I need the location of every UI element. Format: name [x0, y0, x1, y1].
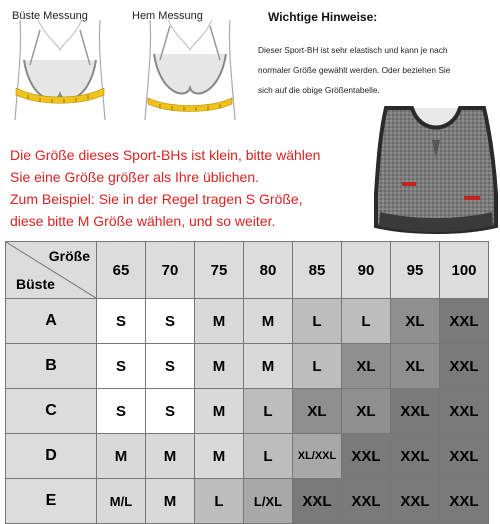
size-cell: L/XL — [244, 479, 293, 524]
size-cell: L — [342, 299, 391, 344]
size-cell: XXL — [391, 389, 440, 434]
advice-line: Sie eine Größe größer als Ihre üblichen. — [10, 169, 260, 185]
column-header: 65 — [97, 242, 146, 299]
size-cell: M — [146, 479, 195, 524]
column-header: 70 — [146, 242, 195, 299]
column-header: 80 — [244, 242, 293, 299]
size-cell: S — [97, 344, 146, 389]
size-cell: L — [244, 434, 293, 479]
bust-measurement-label: Büste Messung — [12, 10, 88, 22]
size-cell: M — [244, 344, 293, 389]
row-header: A — [6, 299, 97, 344]
important-notes — [258, 10, 498, 100]
size-cell: M/L — [97, 479, 146, 524]
size-cell: S — [146, 344, 195, 389]
size-cell: XL — [342, 389, 391, 434]
table-row — [6, 299, 489, 344]
size-cell: XL — [293, 389, 342, 434]
column-header: 90 — [342, 242, 391, 299]
size-cell: XL/XXL — [293, 434, 342, 479]
size-cell: M — [195, 299, 244, 344]
size-cell: L — [293, 344, 342, 389]
size-cell: XXL — [440, 479, 489, 524]
column-header: 100 — [440, 242, 489, 299]
size-cell: XXL — [440, 434, 489, 479]
bust-measurement-illustration — [0, 0, 120, 122]
notes-line: sich auf die obige Größentabelle. — [258, 85, 380, 95]
column-header: 95 — [391, 242, 440, 299]
size-cell: M — [244, 299, 293, 344]
size-chart-table — [5, 241, 489, 524]
size-cell: XXL — [293, 479, 342, 524]
size-cell: M — [146, 434, 195, 479]
row-header: D — [6, 434, 97, 479]
advice-line: Zum Beispiel: Sie in der Regel tragen S Größe, — [10, 191, 303, 207]
size-cell: M — [195, 389, 244, 434]
notes-title: Wichtige Hinweise: — [268, 10, 378, 24]
corner-label-size: Größe — [48, 248, 90, 264]
torso-hem-drawing — [130, 20, 250, 120]
size-cell: XXL — [440, 389, 489, 434]
size-cell: L — [195, 479, 244, 524]
table-corner-header — [6, 242, 97, 299]
row-header: C — [6, 389, 97, 434]
row-header: B — [6, 344, 97, 389]
size-cell: M — [195, 434, 244, 479]
size-cell: L — [293, 299, 342, 344]
column-header: 75 — [195, 242, 244, 299]
size-cell: XL — [391, 344, 440, 389]
size-cell: XXL — [440, 344, 489, 389]
advice-line: Die Größe dieses Sport-BHs ist klein, bitte wählen — [10, 147, 321, 163]
notes-line: normaler Größe gewählt werden. Oder beziehen Sie — [258, 65, 451, 75]
size-cell: S — [146, 299, 195, 344]
size-cell: XXL — [391, 479, 440, 524]
advice-line: diese bitte M Größe wählen, und so weiter. — [10, 213, 276, 229]
size-cell: XL — [391, 299, 440, 344]
table-row — [6, 479, 489, 524]
sizing-advice-text — [10, 144, 320, 232]
size-cell: L — [244, 389, 293, 434]
size-cell: S — [146, 389, 195, 434]
size-cell: XXL — [342, 434, 391, 479]
corner-label-bust: Büste — [16, 276, 55, 292]
size-cell: XXL — [342, 479, 391, 524]
column-header: 85 — [293, 242, 342, 299]
table-row — [6, 389, 489, 434]
hem-measurement-label: Hem Messung — [132, 10, 203, 22]
size-cell: XXL — [391, 434, 440, 479]
size-cell: M — [195, 344, 244, 389]
size-cell: S — [97, 389, 146, 434]
size-cell: XXL — [440, 299, 489, 344]
row-header: E — [6, 479, 97, 524]
size-cell: M — [97, 434, 146, 479]
sports-bra-product-image — [372, 94, 500, 238]
notes-line: Dieser Sport-BH ist sehr elastisch und kann je nach — [258, 45, 448, 55]
hem-measurement-illustration — [130, 0, 250, 122]
torso-bust-drawing — [0, 20, 120, 120]
size-cell: S — [97, 299, 146, 344]
table-row — [6, 434, 489, 479]
table-row — [6, 344, 489, 389]
size-cell: XL — [342, 344, 391, 389]
